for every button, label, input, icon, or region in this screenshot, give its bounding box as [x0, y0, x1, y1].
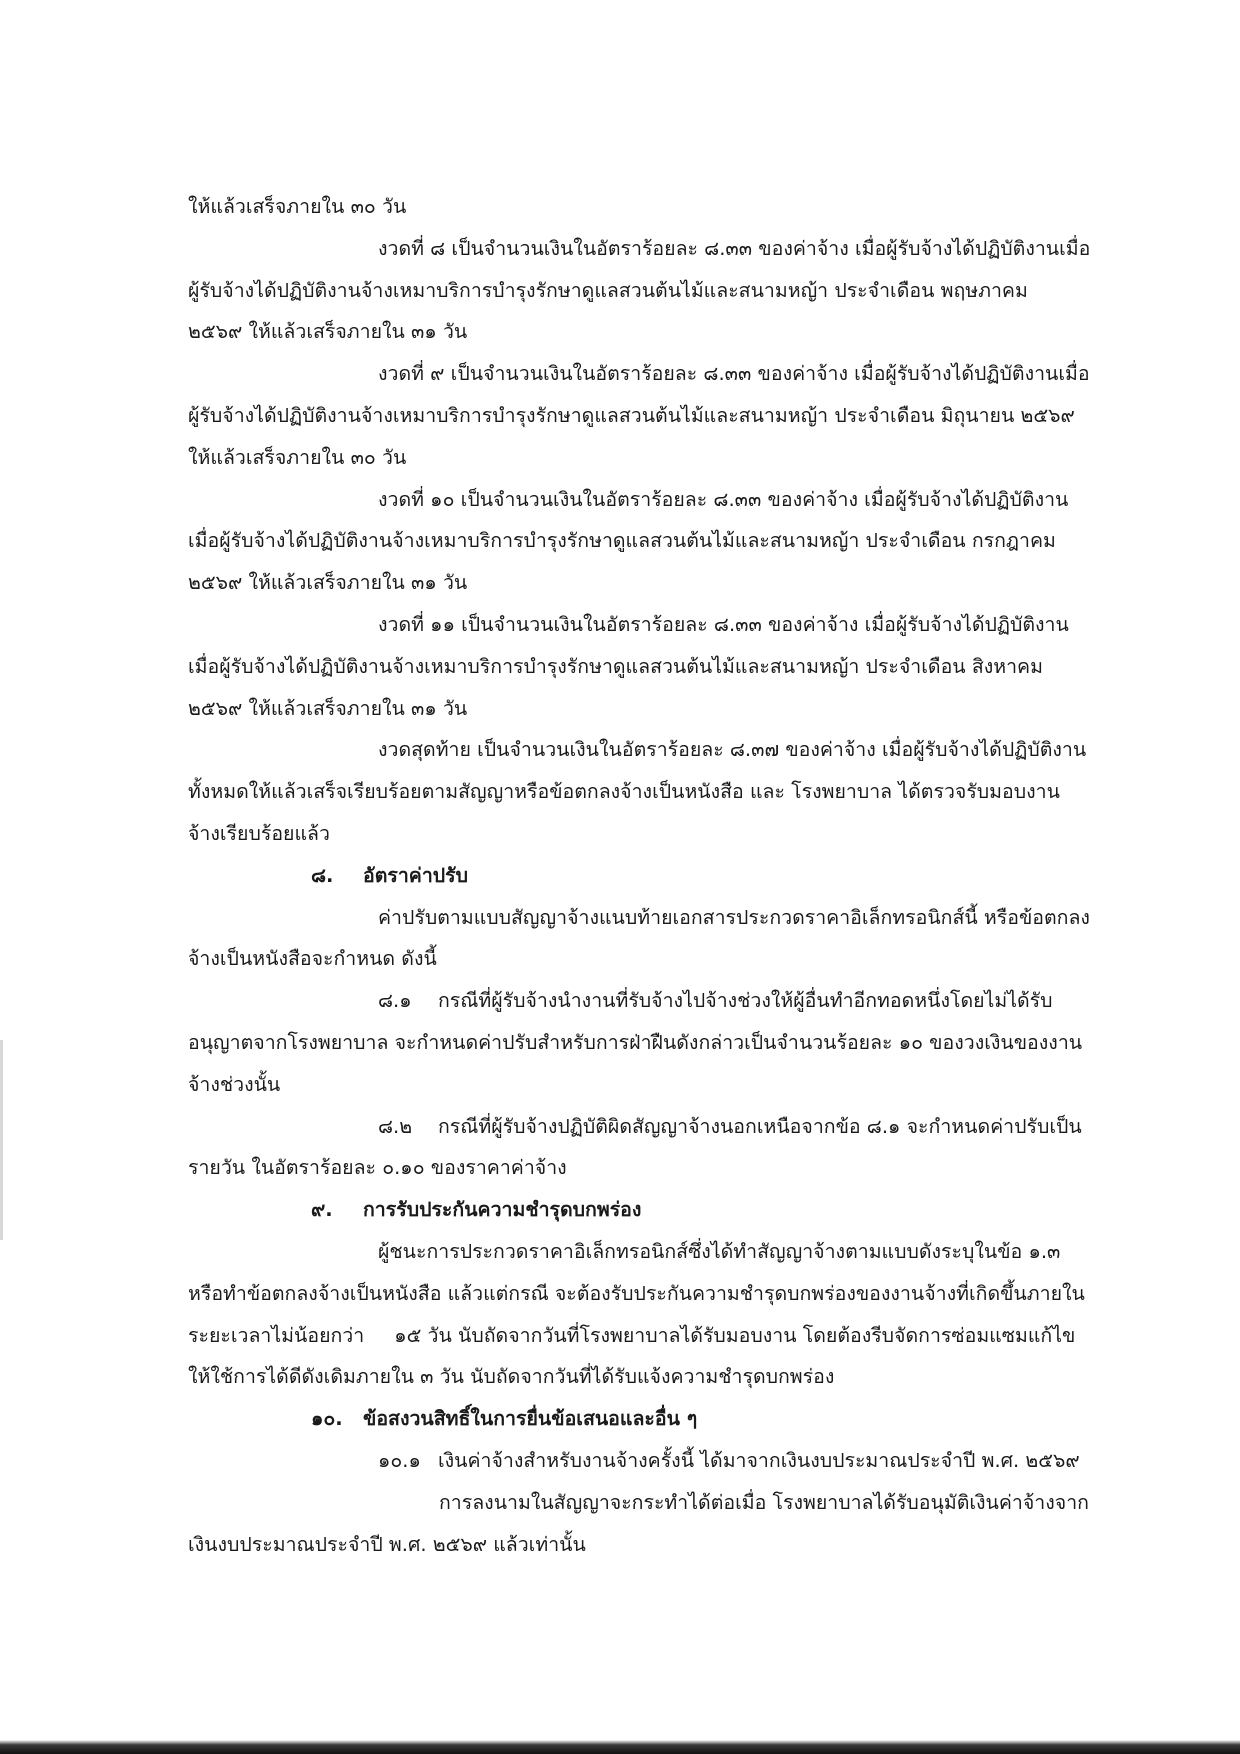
paragraph-line: หรือทำข้อตกลงจ้างเป็นหนังสือ แล้วแต่กรณี จะต้องรับประกันความชำรุดบกพร่องของงานจ้างที่เกิดขึ้นภายใน: [188, 1281, 1085, 1305]
paragraph-line: ให้แล้วเสร็จภายใน ๓๐ วัน: [188, 445, 407, 469]
scan-bottom-edge: [0, 1740, 1240, 1754]
paragraph-line: จ้างช่วงนั้น: [188, 1072, 281, 1096]
clause-number: ๘.๒: [378, 1114, 413, 1138]
clause-text: เงินค่าจ้างสำหรับงานจ้างครั้งนี้ ได้มาจากเงินงบประมาณประจำปี พ.ศ. ๒๕๖๙: [438, 1448, 1080, 1472]
paragraph-line: ให้ใช้การได้ดีดังเดิมภายใน ๓ วัน นับถัดจากวันที่ได้รับแจ้งความชำรุดบกพร่อง: [188, 1365, 835, 1389]
continuation-line: ให้แล้วเสร็จภายใน ๓๐ วัน: [188, 195, 407, 218]
installment-11-paragraph: [188, 604, 1100, 729]
clause-first-line: [188, 980, 1100, 1022]
paragraph-line: เมื่อผู้รับจ้างได้ปฏิบัติงานจ้างเหมาบริการบำรุงรักษาดูแลสวนต้นไม้และสนามหญ้า ประจำเดือน กรกฎาคม: [188, 529, 1056, 553]
paragraph-line: ทั้งหมดให้แล้วเสร็จเรียบร้อยตามสัญญาหรือข้อตกลงจ้างเป็นหนังสือ และ โรงพยาบาล ได้ตรวจรับมอบงาน: [188, 780, 1060, 804]
clause-text: กรณีที่ผู้รับจ้างนำงานที่รับจ้างไปจ้างช่วงให้ผู้อื่นทำอีกทอดหนึ่งโดยไม่ได้รับ: [438, 989, 1053, 1013]
paragraph-line: งวดที่ ๙ เป็นจำนวนเงินในอัตราร้อยละ ๘.๓๓ ของค่าจ้าง เมื่อผู้รับจ้างได้ปฏิบัติงานเมื่อ: [378, 362, 1090, 386]
paragraph-line: เมื่อผู้รับจ้างได้ปฏิบัติงานจ้างเหมาบริการบำรุงรักษาดูแลสวนต้นไม้และสนามหญ้า ประจำเดือน สิงหาคม: [188, 654, 1043, 678]
section-number: ๑๐.: [311, 1407, 343, 1431]
section-title: ข้อสงวนสิทธิ์ในการยื่นข้อเสนอและอื่น ๆ: [363, 1407, 698, 1431]
paragraph-line: ค่าปรับตามแบบสัญญาจ้างแนบท้ายเอกสารประกวดราคาอิเล็กทรอนิกส์นี้ หรือข้อตกลง: [378, 905, 1090, 929]
paragraph-line: จ้างเรียบร้อยแล้ว: [188, 821, 330, 845]
paragraph-line: งวดที่ ๑๑ เป็นจำนวนเงินในอัตราร้อยละ ๘.๓๓ ของค่าจ้าง เมื่อผู้รับจ้างได้ปฏิบัติงาน: [378, 612, 1069, 636]
section-title: การรับประกันความชำรุดบกพร่อง: [363, 1198, 642, 1222]
scan-artifact: [0, 1040, 3, 1240]
section-10-heading: [188, 1398, 1100, 1440]
clause-text: กรณีที่ผู้รับจ้างปฏิบัติผิดสัญญาจ้างนอกเหนือจากข้อ ๘.๑ จะกำหนดค่าปรับเป็น: [438, 1114, 1082, 1138]
paragraph-line: จ้างเป็นหนังสือจะกำหนด ดังนี้: [188, 947, 437, 971]
paragraph-line: รายวัน ในอัตราร้อยละ ๐.๑๐ ของราคาค่าจ้าง: [188, 1156, 567, 1180]
line-part: ๑๕ วัน นับถัดจากวันที่โรงพยาบาลได้รับมอบงาน โดยต้องรีบจัดการซ่อมแซมแก้ไข: [394, 1323, 1076, 1347]
clause-10-1: [188, 1440, 1100, 1565]
paragraph-line: การลงนามในสัญญาจะกระทำได้ต่อเมื่อ โรงพยาบาลได้รับอนุมัติเงินค่าจ้างจาก: [439, 1490, 1089, 1514]
paragraph-line: งวดที่ ๑๐ เป็นจำนวนเงินในอัตราร้อยละ ๘.๓๓ ของค่าจ้าง เมื่อผู้รับจ้างได้ปฏิบัติงาน: [378, 487, 1069, 511]
paragraph-line: อนุญาตจากโรงพยาบาล จะกำหนดค่าปรับสำหรับการฝ่าฝืนดังกล่าวเป็นจำนวนร้อยละ ๑๐ ของวงเงินของงาน: [188, 1030, 1083, 1054]
paragraph-line: ๒๕๖๙ ให้แล้วเสร็จภายใน ๓๑ วัน: [188, 696, 468, 720]
paragraph-line: ผู้ชนะการประกวดราคาอิเล็กทรอนิกส์ซึ่งได้ทำสัญญาจ้างตามแบบดังระบุในข้อ ๑.๓: [378, 1239, 1061, 1263]
paragraph-line: งวดที่ ๘ เป็นจำนวนเงินในอัตราร้อยละ ๘.๓๓ ของค่าจ้าง เมื่อผู้รับจ้างได้ปฏิบัติงานเมื่อ: [378, 236, 1091, 260]
section-9-heading: [188, 1189, 1100, 1231]
clause-first-line: [188, 1440, 1100, 1482]
paragraph-line: [188, 1315, 1100, 1357]
paragraph-line: ผู้รับจ้างได้ปฏิบัติงานจ้างเหมาบริการบำรุงรักษาดูแลสวนต้นไม้และสนามหญ้า ประจำเดือน พฤษภาคม: [188, 278, 1028, 302]
paragraph-line: เงินงบประมาณประจำปี พ.ศ. ๒๕๖๙ แล้วเท่านั้น: [188, 1532, 586, 1556]
section-8-heading: [188, 855, 1100, 897]
clause-8-2: [188, 1106, 1100, 1190]
installment-10-paragraph: [188, 479, 1100, 604]
line-part: ระยะเวลาไม่น้อยกว่า: [188, 1323, 365, 1347]
clause-number: ๑๐.๑: [378, 1448, 421, 1472]
clause-first-line: [188, 1106, 1100, 1148]
paragraph-line: ผู้รับจ้างได้ปฏิบัติงานจ้างเหมาบริการบำรุงรักษาดูแลสวนต้นไม้และสนามหญ้า ประจำเดือน มิถุนายน ๒๕๖๙: [188, 403, 1075, 427]
paragraph-line: ๒๕๖๙ ให้แล้วเสร็จภายใน ๓๑ วัน: [188, 571, 468, 595]
section-number: ๙.: [311, 1198, 333, 1222]
paragraph-line: งวดสุดท้าย เป็นจำนวนเงินในอัตราร้อยละ ๘.๓๗ ของค่าจ้าง เมื่อผู้รับจ้างได้ปฏิบัติงาน: [378, 738, 1087, 762]
final-installment-paragraph: [188, 729, 1100, 854]
section-number: ๘.: [311, 863, 334, 887]
installment-8-paragraph: [188, 228, 1100, 353]
paragraph-line: ๒๕๖๙ ให้แล้วเสร็จภายใน ๓๑ วัน: [188, 320, 468, 344]
document-body: [188, 186, 1100, 1565]
clause-number: ๘.๑: [378, 989, 412, 1013]
installment-9-paragraph: [188, 353, 1100, 478]
clause-8-1: [188, 980, 1100, 1105]
section-title: อัตราค่าปรับ: [363, 863, 469, 887]
